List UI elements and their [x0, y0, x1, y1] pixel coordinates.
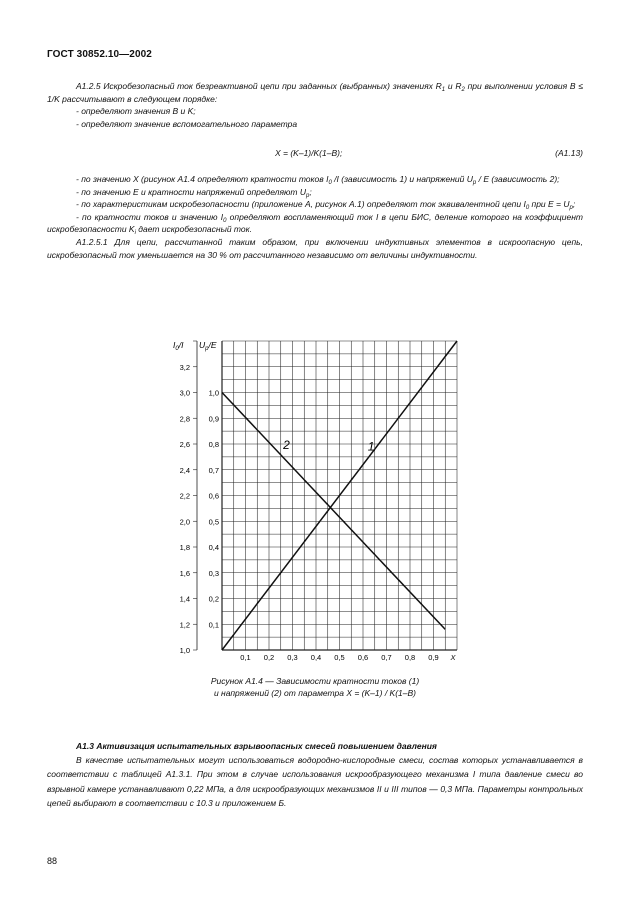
y2-tick-label: 0,6: [208, 491, 219, 501]
x-tick-label: 0,4: [310, 653, 322, 662]
y1-tick-label: 1,0: [179, 646, 190, 655]
y2-tick-label: 0,8: [208, 440, 219, 449]
y2-tick-label: 0,7: [208, 465, 219, 475]
document-header: ГОСТ 30852.10—2002: [47, 49, 152, 60]
equation-text: X = (K–1)/K(1–B);: [275, 148, 343, 158]
paragraph-a1251: А1.2.5.1 Для цепи, рассчитанной таким образом, при включении индуктивных элементов в искроопасную цепь, искробезопасный ток уменьшается на 30 % от рассчитанного независимо от величины индуктивности.: [47, 236, 583, 260]
y2-tick-label: 0,1: [208, 620, 219, 630]
y1-tick-label: 2,0: [179, 517, 190, 527]
y2-tick-label: 0,9: [208, 414, 219, 424]
page-number: 88: [47, 856, 58, 866]
y2-axis-label: $U_р/E$: [199, 340, 217, 352]
chart-grid: [193, 341, 457, 650]
y2-tick-label: 0,4: [208, 543, 219, 552]
x-tick-label: 0,7: [381, 653, 392, 662]
y2-tick-label: 1,0: [208, 388, 219, 398]
x-tick-label: 0,5: [334, 653, 345, 662]
y1-tick-label: 1,6: [179, 568, 190, 578]
y1-tick-label: 2,4: [179, 465, 190, 475]
x-tick-label: 0,8: [404, 653, 416, 662]
paragraph-steps: - по значению X (рисунок А1.4 определяют кратности токов $I_0$ /I (зависимость 1) и напряжений $U_р$ / E (зависимость 2); - по значению E и кратности напряжений определяют $U_р$; - по характеристикам искробезопасности (приложение А, рисунок А.1) определяют ток эквивалентной цепи $I_0$ при $E = U_р$; - по кратности токов и значению $I_0$ определяют воспламеняющий ток I в цепи БИС, деление которого на коэффициент искробезопасности $K_i$ дает искробезопасный ток. А1.2.5.1 Для цепи, рассчитанной таким образом, при включении индуктивных элементов в искроопасную цепь, искробезопасный ток уменьшается на 30 % от рассчитанного независимо от величины индуктивности.: [47, 174, 584, 260]
paragraph-a125: А1.2.5 Искробезопасный ток безреактивной цепи при заданных (выбранных) значениях $R_1$ и $R_2$ при выполнении условия B ≤ 1/K рассчитывают в следующем порядке: - определяют значения B и K; - определяют значение вспомогательного параметра: [47, 81, 583, 129]
y2-tick-label: 0,3: [208, 568, 219, 578]
x-tick-label: 0,1: [240, 653, 251, 662]
x-axis-label: X: [450, 653, 456, 662]
y1-tick-label: 2,6: [179, 440, 190, 449]
y1-tick-label: 1,4: [179, 594, 190, 604]
section-body: В качестве испытательных могут использоваться водородно-кислородные смеси, состав которых устанавливается в соответствии с таблицей А1.3.1. При этом в случае использования искрообразующего механизма I типа давление смеси во взрывной камере устанавливают 0,22 МПа, а для искрообразующих механизмов II и III типов — 0,3 МПа. Параметры контрольных цепей выбирают в соответствии с 10.3 и приложением Б.: [47, 755, 583, 808]
x-tick-label: 0,2: [263, 653, 275, 662]
y2-tick-label: 0,2: [208, 594, 219, 604]
x-tick-label: 0,3: [287, 653, 298, 662]
x-tick-label: 0,9: [428, 653, 439, 662]
section-a13: [47, 739, 583, 810]
y1-tick-label: 1,2: [179, 620, 190, 630]
y2-tick-label: 0,5: [208, 517, 219, 527]
y1-tick-label: 3,2: [179, 362, 190, 372]
figure-caption: Рисунок А1.4 — Зависимости кратности токов (1) и напряжений (2) от параметра X = (K–1) / K(1–B): [210, 676, 420, 698]
equation-number: (А1.13): [555, 148, 583, 158]
series-label-1: 1: [367, 439, 375, 454]
y1-tick-label: 2,8: [179, 414, 190, 424]
series-line-2: [222, 393, 445, 630]
chart-labels: [173, 340, 456, 662]
y1-tick-label: 3,0: [179, 388, 190, 398]
x-tick-label: 0,6: [357, 653, 369, 662]
y1-tick-label: 1,8: [179, 543, 190, 552]
y1-axis-label: $I_0/I$: [173, 340, 184, 352]
y1-tick-label: 2,2: [179, 491, 190, 501]
section-heading: А1.3 Активизация испытательных взрывоопасных смесей повышением давления: [76, 741, 437, 751]
series-label-2: 2: [283, 438, 290, 453]
